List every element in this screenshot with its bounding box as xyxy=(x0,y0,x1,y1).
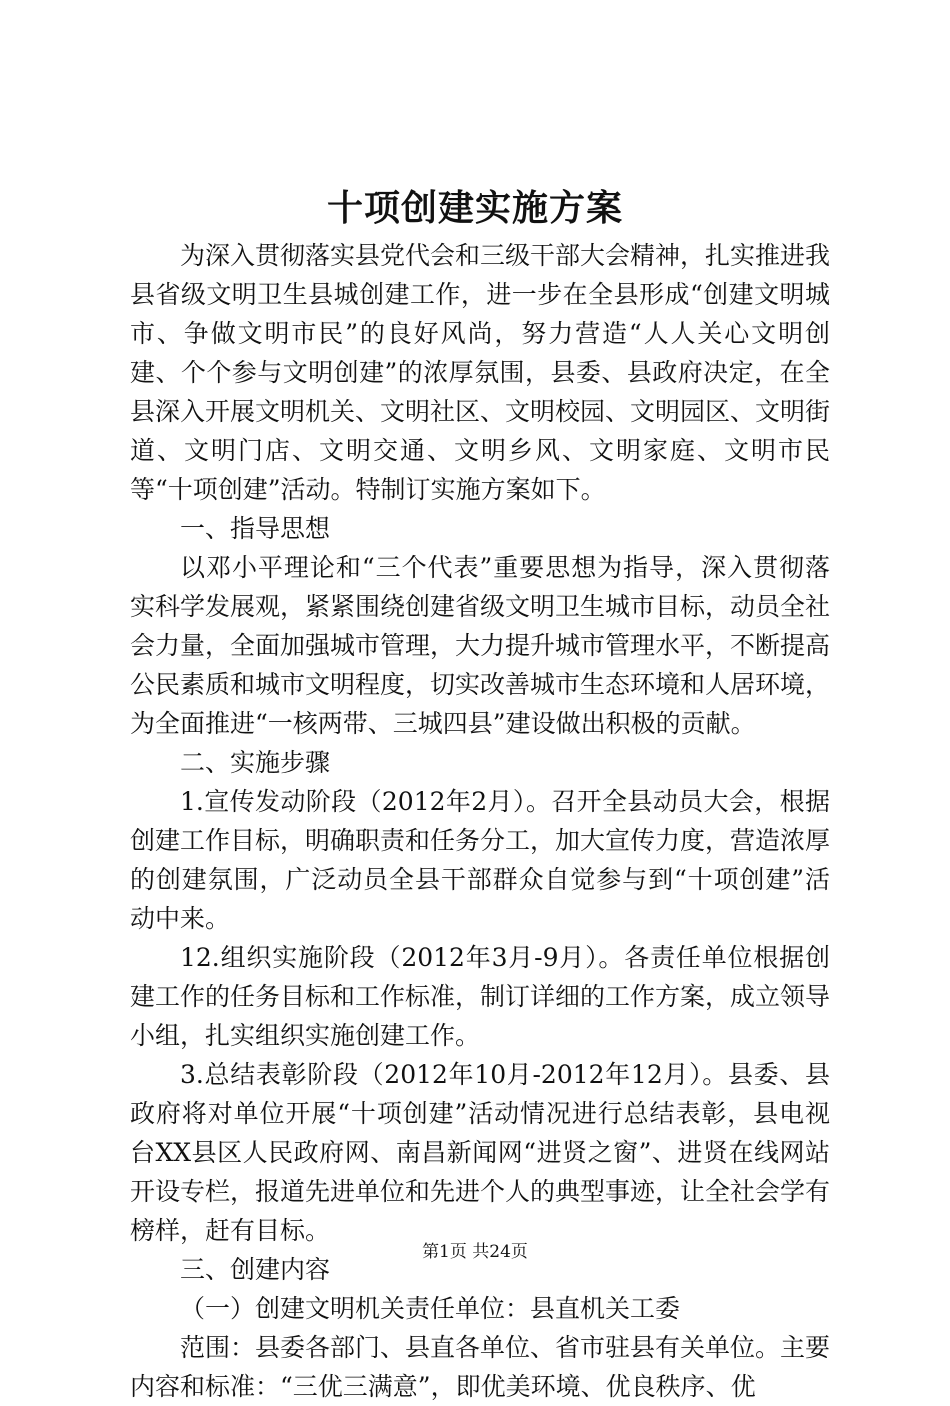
subsection-heading-civilized-organs: （一）创建文明机关责任单位：县直机关工委 xyxy=(180,1294,681,1323)
paragraph-step-publicity: 1.宣传发动阶段（2012年2月）。召开全县动员大会，根据创建工作目标，明确职责和任务分工，加大宣传力度，营造浓厚的创建氛围，广泛动员全县干部群众自觉参与到“十项创建”活动中来。 xyxy=(130,787,831,933)
paragraph-scope: 范围：县委各部门、县直各单位、省市驻县有关单位。主要内容和标准：“三优三满意”，即优美环境、优良秩序、优 xyxy=(130,1333,831,1401)
section-heading-creation-content: 三、创建内容 xyxy=(180,1255,331,1284)
section-heading-implementation-steps: 二、实施步骤 xyxy=(180,748,331,777)
paragraph-step-commendation: 3.总结表彰阶段（2012年10月-2012年12月）。县委、县政府将对单位开展“十项创建”活动情况进行总结表彰，县电视台XX县区人民政府网、南昌新闻网“进贤之窗”、进贤在线网站开设专栏，报道先进单位和先进个人的典型事迹，让全社会学有榜样，赶有目标。 xyxy=(130,1060,831,1245)
document-title: 十项创建实施方案 xyxy=(326,187,623,229)
paragraph-step-implementation: 12.组织实施阶段（2012年3月-9月）。各责任单位根据创建工作的任务目标和工作标准，制订详细的工作方案，成立领导小组，扎实组织实施创建工作。 xyxy=(130,943,831,1050)
section-heading-guiding-ideology: 一、指导思想 xyxy=(180,514,331,543)
paragraph-guiding-ideology: 以邓小平理论和“三个代表”重要思想为指导，深入贯彻落实科学发展观，紧紧围绕创建省级文明卫生城市目标，动员全社会力量，全面加强城市管理，大力提升城市管理水平，不断提高公民素质和城市文明程度，切实改善城市生态环境和人居环境，为全面推进“一核两带、三城四县”建设做出积极的贡献。 xyxy=(130,553,831,738)
page-number-footer: 第1页 共24页 xyxy=(422,1242,528,1262)
paragraph-intro: 为深入贯彻落实县党代会和三级干部大会精神，扎实推进我县省级文明卫生县城创建工作，进一步在全县形成“创建文明城市、争做文明市民”的良好风尚，努力营造“人人关心文明创建、个个参与文明创建”的浓厚氛围，县委、县政府决定，在全县深入开展文明机关、文明社区、文明校园、文明园区、文明街道、文明门店、文明交通、文明乡风、文明家庭、文明市民等“十项创建”活动。特制订实施方案如下。 xyxy=(130,241,831,504)
document-body xyxy=(130,236,830,1406)
